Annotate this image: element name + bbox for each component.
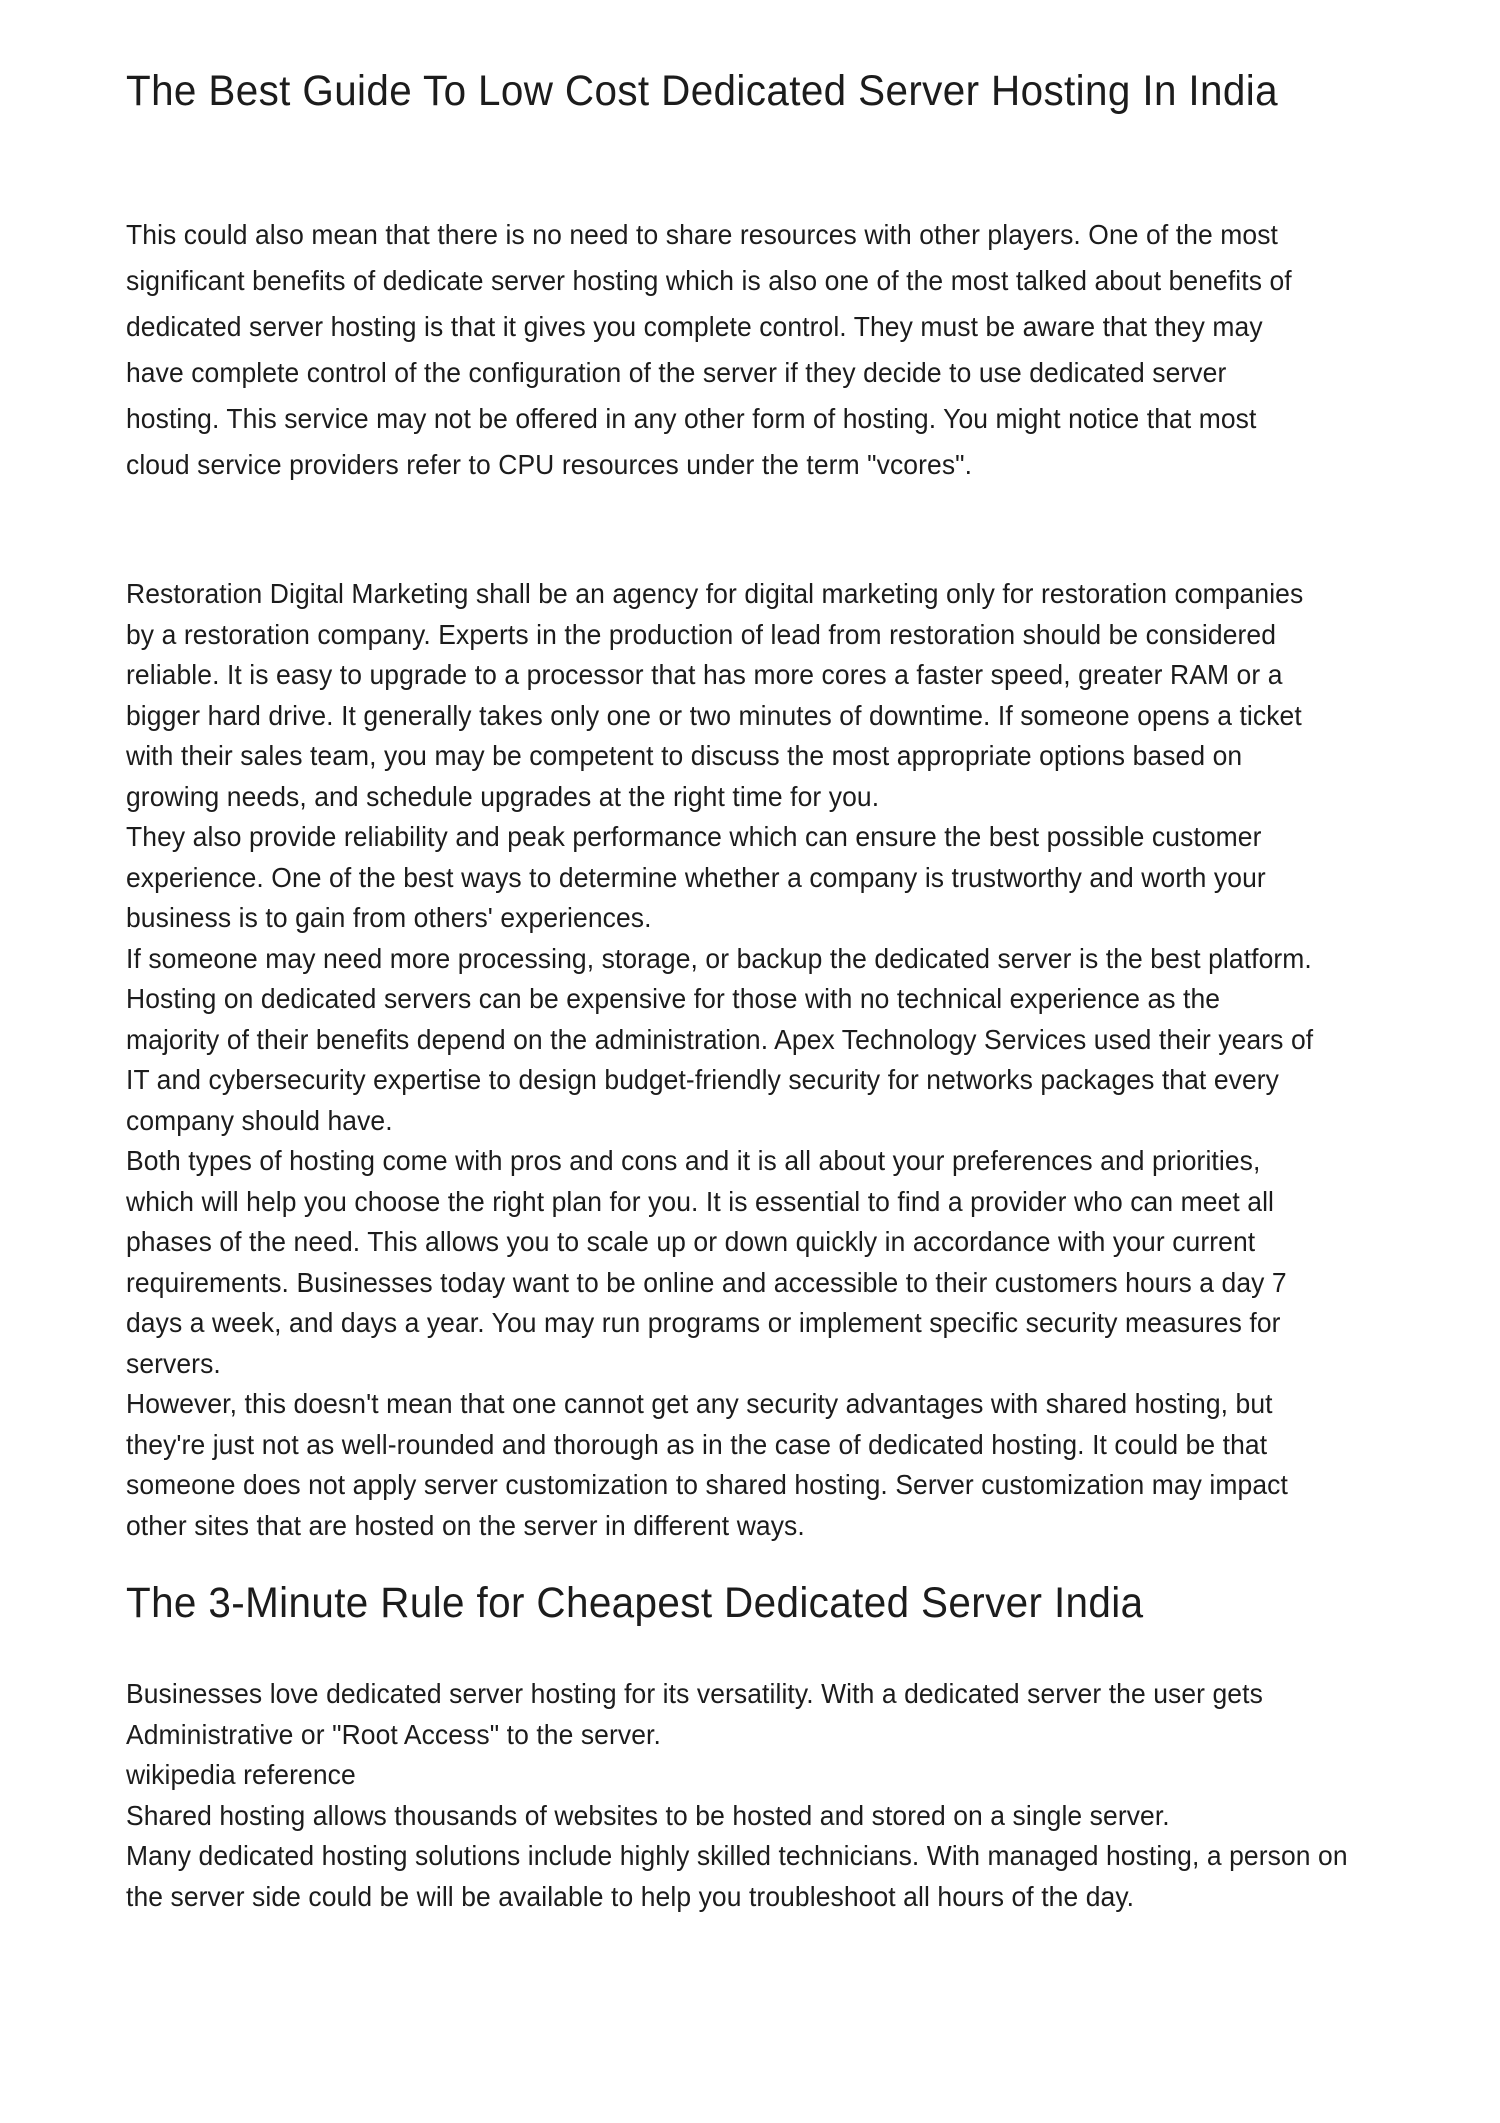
page-title: The Best Guide To Low Cost Dedicated Server Hosting In India — [126, 67, 1278, 115]
body-paragraph: Restoration Digital Marketing shall be an agency for digital marketing only for restoration companies by a restoration company. Experts in the production of lead from restoration should be considered reliable. It is easy to upgrade to a processor that has more cores a faster speed, greater RAM or a bigger hard drive. It generally takes only one or two minutes of downtime. If someone opens a ticket with their sales team, you may be competent to discuss the most appropriate options based on growing needs, and schedule upgrades at the right time for you. — [126, 578, 1304, 812]
section2-paragraphs — [126, 1674, 1383, 1917]
section2-paragraph: Businesses love dedicated server hosting for its versatility. With a dedicated server the user gets Administrative or "Root Access" to the server. — [126, 1678, 1263, 1750]
body-paragraph: However, this doesn't mean that one cannot get any security advantages with shared hosting, but they're just not as well-rounded and thorough as in the case of dedicated hosting. It could be that someone does not apply server customization to shared hosting. Server customization may impact other sites that are hosted on the server in different ways. — [126, 1388, 1288, 1541]
intro-paragraph: This could also mean that there is no need to share resources with other players. One of the most significant benefits of dedicate server hosting which is also one of the most talked about benefits of dedicated server hosting is that it gives you complete control. They must be aware that they may have complete control of the configuration of the server if they decide to use dedicated server hosting. This service may not be offered in any other form of hosting. You might notice that most cloud service providers refer to CPU resources under the term "vcores". — [126, 219, 1292, 480]
wikipedia-reference: wikipedia reference — [126, 1759, 356, 1790]
body-paragraphs — [126, 574, 1383, 1546]
body-paragraph: If someone may need more processing, storage, or backup the dedicated server is the best platform. Hosting on dedicated servers can be expensive for those with no technical experience as the majority of their benefits depend on the administration. Apex Technology Services used their years of IT and cybersecurity expertise to design budget-friendly security for networks packages that every company should have. — [126, 942, 1314, 1136]
body-paragraph: Both types of hosting come with pros and cons and it is all about your preferences and priorities, which will help you choose the right plan for you. It is essential to find a provider who can meet all phases of the need. This allows you to scale up or down quickly in accordance with your current requirements. Businesses today want to be online and accessible to their customers hours a day 7 days a week, and days a year. You may run programs or implement specific security measures for servers. — [126, 1145, 1287, 1379]
body-paragraph: They also provide reliability and peak performance which can ensure the best possible customer experience. One of the best ways to determine whether a company is trustworthy and worth your business is to gain from others' experiences. — [126, 821, 1266, 933]
section2-paragraph: Shared hosting allows thousands of websites to be hosted and stored on a single server. — [126, 1799, 1170, 1831]
section2-paragraph: Many dedicated hosting solutions include highly skilled technicians. With managed hosting, a person on the server side could be will be available to help you troubleshoot all hours of the day. — [126, 1840, 1348, 1912]
section-heading: The 3-Minute Rule for Cheapest Dedicated Server India — [126, 1579, 1144, 1627]
